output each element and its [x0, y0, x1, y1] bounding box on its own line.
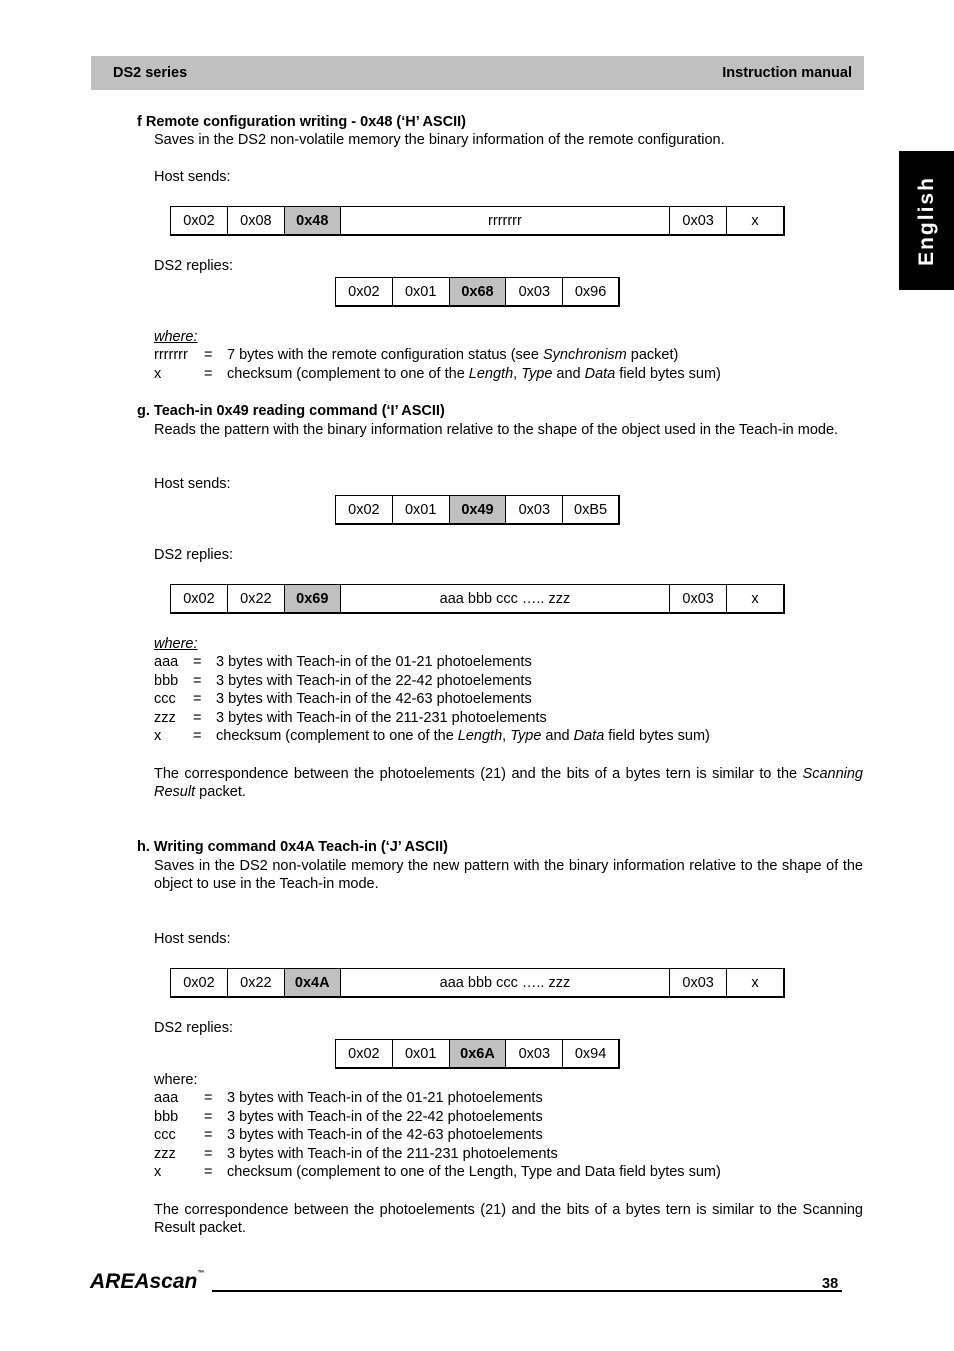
- packet-cell-data: rrrrrrr: [341, 207, 670, 234]
- def-text: 3 bytes with Teach-in of the 42-63 photoelements: [216, 691, 532, 707]
- def-text: 3 bytes with Teach-in of the 22-42 photoelements: [227, 1109, 543, 1125]
- packet-cell: 0x22: [228, 969, 285, 996]
- section-f-host-packet: [170, 206, 785, 236]
- section-h-title: h. Writing command 0x4A Teach-in (‘J’ ASCII): [137, 839, 448, 855]
- def-symbol: bbb: [154, 1109, 179, 1125]
- def-equals: =: [204, 1127, 213, 1143]
- section-h-note: The correspondence between the photoelements (21) and the bits of a bytes tern is similar to the Scanning Result packet.: [154, 1202, 863, 1237]
- packet-cell: 0x02: [336, 496, 393, 523]
- def-equals: =: [204, 1164, 213, 1180]
- packet-cell: 0x02: [171, 969, 228, 996]
- packet-cell: 0x03: [670, 207, 727, 234]
- def-equals: =: [204, 1109, 213, 1125]
- packet-cell-type: 0x69: [285, 585, 341, 612]
- def-text: 3 bytes with Teach-in of the 211-231 photoelements: [227, 1146, 558, 1162]
- def-symbol: bbb: [154, 673, 179, 689]
- packet-cell: 0x03: [506, 496, 563, 523]
- header-left: DS2 series: [113, 65, 188, 81]
- def-symbol: x: [154, 1164, 162, 1180]
- header-right: Instruction manual: [722, 65, 852, 81]
- def-text: 7 bytes with the remote configuration status (see Synchronism packet): [227, 347, 679, 363]
- def-equals: =: [204, 347, 213, 363]
- section-f-host-label: Host sends:: [154, 169, 231, 185]
- def-equals: =: [204, 1146, 213, 1162]
- def-text: checksum (complement to one of the Length, Type and Data field bytes sum): [216, 728, 710, 744]
- areascan-logo: AREAscan™: [90, 1270, 205, 1293]
- def-text: 3 bytes with Teach-in of the 01-21 photoelements: [227, 1090, 543, 1106]
- def-symbol: ccc: [154, 691, 176, 707]
- def-symbol: x: [154, 366, 162, 382]
- def-equals: =: [193, 728, 202, 744]
- section-f-where: where:: [154, 329, 198, 345]
- def-text: checksum (complement to one of the Length, Type and Data field bytes sum): [227, 1164, 721, 1180]
- def-text: checksum (complement to one of the Length, Type and Data field bytes sum): [227, 366, 721, 382]
- section-g-where: where:: [154, 636, 198, 652]
- def-symbol: aaa: [154, 654, 179, 670]
- packet-cell: 0x22: [228, 585, 285, 612]
- section-g-reply-packet: [170, 584, 785, 614]
- packet-cell: 0x01: [393, 1040, 450, 1067]
- packet-cell-type: 0x4A: [285, 969, 341, 996]
- section-h-host-packet: [170, 968, 785, 998]
- def-symbol: ccc: [154, 1127, 176, 1143]
- def-text: 3 bytes with Teach-in of the 211-231 photoelements: [216, 710, 547, 726]
- packet-cell: 0x08: [228, 207, 285, 234]
- packet-cell-data: aaa bbb ccc ….. zzz: [341, 969, 670, 996]
- packet-cell: x: [751, 212, 759, 229]
- packet-cell: 0x03: [670, 969, 727, 996]
- packet-cell: x: [751, 590, 759, 607]
- packet-cell-type: 0x6A: [450, 1040, 507, 1067]
- def-equals: =: [193, 710, 202, 726]
- def-equals: =: [204, 366, 213, 382]
- def-symbol: zzz: [154, 1146, 176, 1162]
- packet-cell: 0x02: [336, 1040, 393, 1067]
- packet-cell: 0x03: [670, 585, 727, 612]
- section-g-host-label: Host sends:: [154, 476, 231, 492]
- def-equals: =: [193, 673, 202, 689]
- section-f-reply-label: DS2 replies:: [154, 258, 233, 274]
- section-h-desc: Saves in the DS2 non-volatile memory the new pattern with the binary information relative to the shape of the object to use in the Teach-in mode.: [154, 858, 863, 893]
- def-symbol: x: [154, 728, 162, 744]
- footer-rule: [212, 1290, 842, 1292]
- section-g-note: The correspondence between the photoelements (21) and the bits of a bytes tern is similar to the Scanning Result packet.: [154, 766, 863, 801]
- packet-cell: 0x01: [393, 496, 450, 523]
- language-tab: [899, 151, 954, 290]
- packet-cell: 0x02: [171, 207, 228, 234]
- section-h-reply-packet: [335, 1039, 620, 1069]
- section-g-host-packet: [335, 495, 620, 525]
- section-g-desc: Reads the pattern with the binary information relative to the shape of the object used in the Teach-in mode.: [154, 422, 839, 438]
- section-f-title: f Remote configuration writing - 0x48 (‘H’ ASCII): [137, 114, 466, 130]
- def-symbol: rrrrrrr: [154, 347, 188, 363]
- section-h-where: where:: [154, 1072, 198, 1088]
- def-equals: =: [204, 1090, 213, 1106]
- packet-cell: 0x02: [171, 585, 228, 612]
- section-g-title: g. Teach-in 0x49 reading command (‘I’ ASCII): [137, 403, 445, 419]
- packet-cell: 0x96: [574, 283, 607, 300]
- def-equals: =: [193, 691, 202, 707]
- def-symbol: zzz: [154, 710, 176, 726]
- section-h-host-label: Host sends:: [154, 931, 231, 947]
- language-tab-label: English: [914, 175, 938, 266]
- packet-cell: 0x03: [506, 278, 563, 305]
- packet-cell: 0x01: [393, 278, 450, 305]
- packet-cell-data: aaa bbb ccc ….. zzz: [341, 585, 670, 612]
- page-number: 38: [822, 1276, 839, 1292]
- packet-cell: x: [751, 974, 759, 991]
- def-symbol: aaa: [154, 1090, 179, 1106]
- packet-cell: 0x94: [574, 1045, 607, 1062]
- def-text: 3 bytes with Teach-in of the 42-63 photoelements: [227, 1127, 543, 1143]
- packet-cell-type: 0x68: [450, 278, 507, 305]
- section-f-desc: Saves in the DS2 non-volatile memory the binary information of the remote configuration.: [154, 132, 725, 148]
- section-f-reply-packet: [335, 277, 620, 307]
- packet-cell: 0x03: [506, 1040, 563, 1067]
- packet-cell-type: 0x48: [285, 207, 341, 234]
- def-equals: =: [193, 654, 202, 670]
- def-text: 3 bytes with Teach-in of the 22-42 photoelements: [216, 673, 532, 689]
- packet-cell: 0xB5: [574, 501, 608, 518]
- def-text: 3 bytes with Teach-in of the 01-21 photoelements: [216, 654, 532, 670]
- packet-cell: 0x02: [336, 278, 393, 305]
- page-header: [91, 56, 864, 90]
- section-g-reply-label: DS2 replies:: [154, 547, 233, 563]
- section-h-reply-label: DS2 replies:: [154, 1020, 233, 1036]
- packet-cell-type: 0x49: [450, 496, 507, 523]
